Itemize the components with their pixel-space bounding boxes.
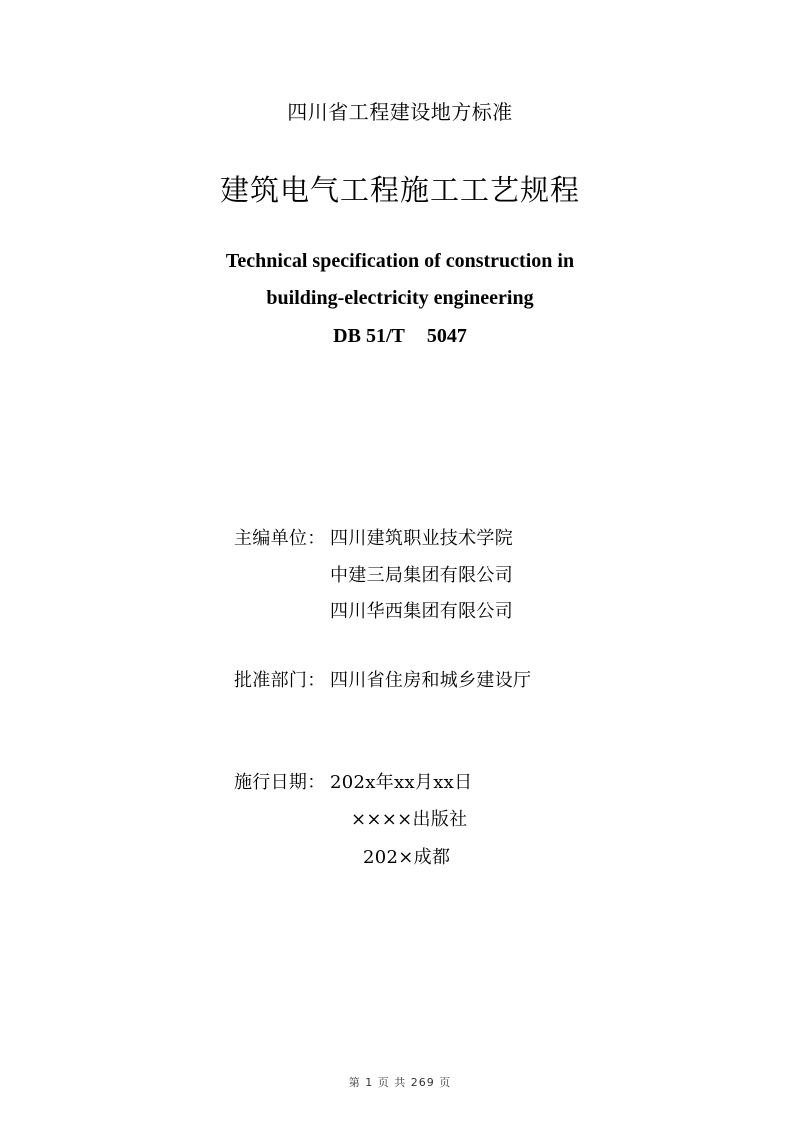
document-title-en-line2: building-electricity engineering xyxy=(266,287,534,309)
editor-unit-3: 四川华西集团有限公司 xyxy=(330,601,513,622)
effective-date-label: 施行日期： xyxy=(234,772,326,793)
editor-unit-2: 中建三局集团有限公司 xyxy=(330,565,513,586)
standard-code-prefix: DB 51/T xyxy=(333,325,405,347)
editor-label: 主编单位： xyxy=(234,528,326,549)
publisher: ××××出版社 xyxy=(351,809,468,830)
page-number: 第 1 页 共 269 页 xyxy=(348,1076,452,1089)
standard-code xyxy=(0,325,800,348)
document-title-en-line1: Technical specification of construction in xyxy=(225,250,575,272)
editor-unit-1: 四川建筑职业技术学院 xyxy=(330,528,513,549)
effective-date-row xyxy=(234,768,472,794)
standard-code-number: 5047 xyxy=(426,325,467,347)
editor-row xyxy=(234,524,513,550)
standard-type: 四川省工程建设地方标准 xyxy=(287,100,513,124)
publication-place-year: 202×成都 xyxy=(363,847,451,868)
document-title-cn: 建筑电气工程施工工艺规程 xyxy=(219,173,580,207)
approval-label: 批准部门： xyxy=(234,670,326,691)
effective-date: 202x年xx月xx日 xyxy=(330,772,473,793)
approval-department: 四川省住房和城乡建设厅 xyxy=(330,670,532,691)
approval-row xyxy=(234,666,531,692)
